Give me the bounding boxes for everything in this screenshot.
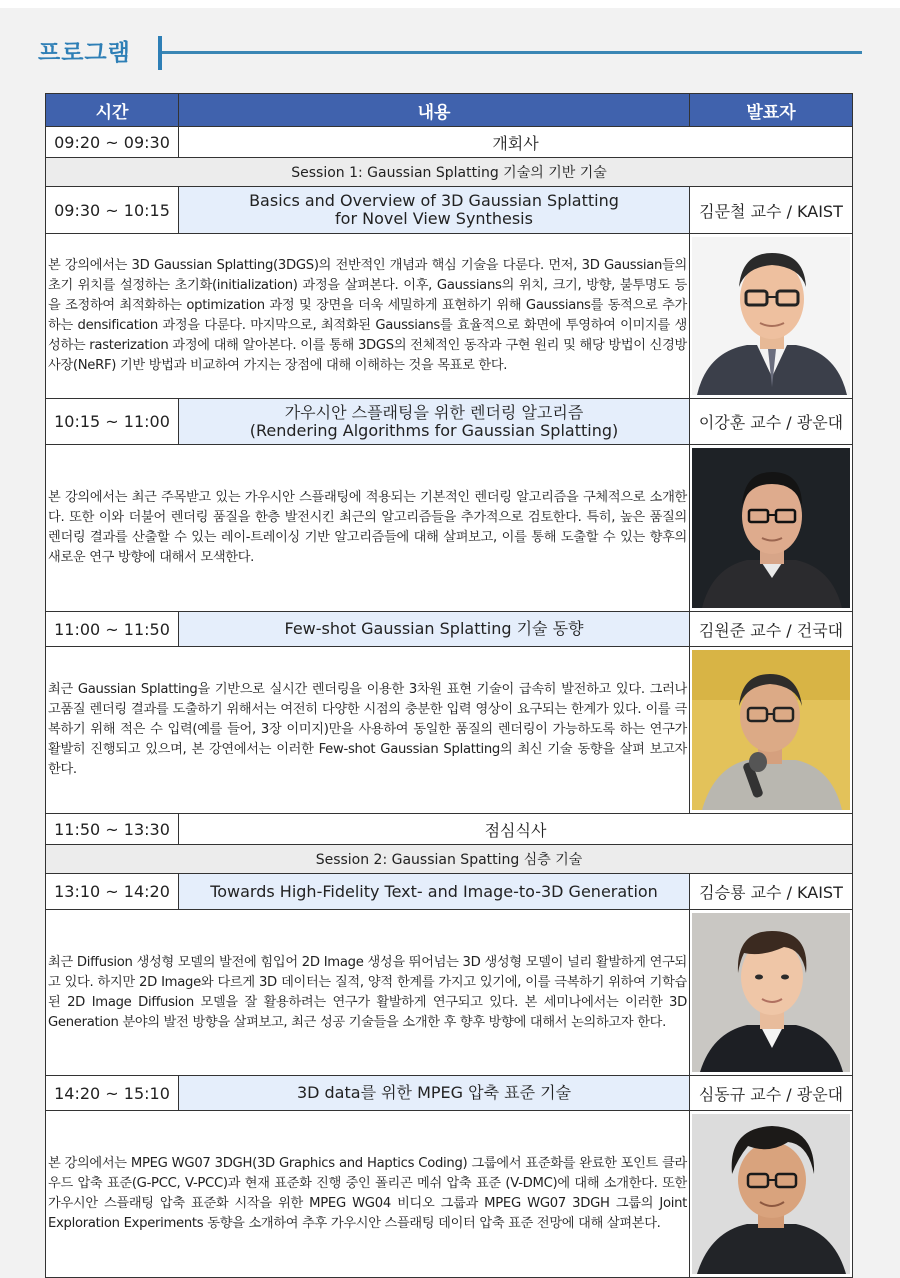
talk5-row bbox=[46, 1076, 853, 1111]
talk4-description: 최근 Diffusion 생성형 모델의 발전에 힘입어 2D Image 생성을 뛰어넘는 3D 생성형 모델이 널리 활발하게 연구되고 있다. 하지만 2D Image와 다르게 3D 데이터는 질적, 양적 한계를 가지고 있기에, 이를 극복하기 위하여 기학습된 2D Image Diffusion 모델을 잘 활용하려는 연구가 활발하게 연구되고 있다. 본 세미나에서는 이러한 3D Generation 분야의 발전 방향을 살펴보고, 최근 성공 기술들을 소개한 후 향후 방향에 대해서 논의하고자 한다. bbox=[46, 910, 690, 1076]
talk4-photo bbox=[690, 910, 853, 1076]
talk1-title-line1: Basics and Overview of 3D Gaussian Splatting bbox=[249, 191, 619, 210]
talk3-speaker: 김원준 교수 / 건국대 bbox=[690, 612, 853, 647]
talk4-speaker: 김승룡 교수 / KAIST bbox=[690, 874, 853, 910]
lunch-time: 11:50 ~ 13:30 bbox=[46, 814, 179, 845]
talk2-time: 10:15 ~ 11:00 bbox=[46, 399, 179, 445]
talk3-time: 11:00 ~ 11:50 bbox=[46, 612, 179, 647]
talk4-title: Towards High-Fidelity Text- and Image-to-3D Generation bbox=[179, 874, 690, 910]
talk1-photo bbox=[690, 234, 853, 399]
talk2-photo bbox=[690, 445, 853, 612]
talk5-detail-row bbox=[46, 1111, 853, 1278]
opening-row bbox=[46, 127, 853, 158]
speaker-photo-icon bbox=[692, 650, 850, 810]
talk3-title: Few-shot Gaussian Splatting 기술 동향 bbox=[179, 612, 690, 647]
talk2-title-line2: (Rendering Algorithms for Gaussian Splatting) bbox=[249, 420, 619, 440]
talk4-time: 13:10 ~ 14:20 bbox=[46, 874, 179, 910]
session1-row bbox=[46, 158, 853, 187]
talk3-photo bbox=[690, 647, 853, 814]
lunch-row bbox=[46, 814, 853, 845]
talk1-description: 본 강의에서는 3D Gaussian Splatting(3DGS)의 전반적인 개념과 핵심 기술을 다룬다. 먼저, 3D Gaussian들의 초기 위치를 설정하는 초기화(initialization) 과정을 살펴본다. 이후, Gaussians의 위치, 크기, 방향, 불투명도 등을 조정하여 최적화하는 optimization 과정 및 장면을 더욱 세밀하게 표현하기 위해 Gaussians를 동적으로 추가하는 densification 과정을 다룬다. 마지막으로, 최적화된 Gaussians를 효율적으로 화면에 투영하여 이미지를 생성하는 rasterization 과정에 대해 알아본다. 이를 통해 3DGS의 전체적인 동작과 구현 원리 및 해당 방법이 신경방사장(NeRF) 기반 방법과 비교하여 가지는 장점에 대해 이해하는 것을 목표로 한다. bbox=[46, 234, 690, 399]
top-band bbox=[0, 0, 900, 8]
talk2-row bbox=[46, 399, 853, 445]
speaker-photo-icon bbox=[692, 913, 850, 1072]
program-table bbox=[45, 93, 853, 1278]
session1-label: Session 1: Gaussian Splatting 기술의 기반 기술 bbox=[46, 158, 853, 187]
talk3-row bbox=[46, 612, 853, 647]
talk5-time: 14:20 ~ 15:10 bbox=[46, 1076, 179, 1111]
talk1-speaker: 김문철 교수 / KAIST bbox=[690, 187, 853, 234]
talk2-speaker: 이강훈 교수 / 광운대 bbox=[690, 399, 853, 445]
header-content: 내용 bbox=[179, 94, 690, 127]
session2-row bbox=[46, 845, 853, 874]
talk1-title-line2: for Novel View Synthesis bbox=[335, 209, 533, 228]
talk4-row bbox=[46, 874, 853, 910]
speaker-photo-icon bbox=[692, 448, 850, 608]
table-header-row bbox=[46, 94, 853, 127]
talk5-photo bbox=[690, 1111, 853, 1278]
lunch-title: 점심식사 bbox=[179, 814, 853, 845]
talk1-row bbox=[46, 187, 853, 234]
talk4-detail-row bbox=[46, 910, 853, 1076]
talk5-description: 본 강의에서는 MPEG WG07 3DGH(3D Graphics and Haptics Coding) 그룹에서 표준화를 완료한 포인트 클라우드 압축 표준(G-PCC, V-PCC)과 현재 표준화 진행 중인 폴리곤 메쉬 압축 표준 (V-DMC)에 대해 소개한다. 또한 가우시안 스플래팅 압축 표준화 시작을 위한 MPEG WG04 비디오 그룹과 MPEG WG07 3DGH 그룹의 Joint Exploration Experiments 동향을 소개하여 추후 가우시안 스플래팅 데이터 압축 표준 전망에 대해 살펴본다. bbox=[46, 1111, 690, 1278]
header-time: 시간 bbox=[46, 94, 179, 127]
talk2-title-line1: 가우시안 스플래팅을 위한 렌더링 알고리즘 bbox=[284, 402, 584, 422]
talk1-time: 09:30 ~ 10:15 bbox=[46, 187, 179, 234]
title-underline bbox=[162, 51, 862, 54]
talk3-detail-row bbox=[46, 647, 853, 814]
talk5-speaker: 심동규 교수 / 광운대 bbox=[690, 1076, 853, 1111]
talk2-description: 본 강의에서는 최근 주목받고 있는 가우시안 스플래팅에 적용되는 기본적인 렌더링 알고리즘을 구체적으로 소개한다. 또한 이와 더불어 렌더링 품질을 한층 발전시킨 최근의 알고리즘들을 추가적으로 검토한다. 특히, 높은 품질의 렌더링 결과를 산출할 수 있는 레이-트레이싱 기반 알고리즘들에 대해 살펴보고, 이를 통해 도출할 수 있는 향후의 새로운 연구 방향에 대해서 모색한다. bbox=[46, 445, 690, 612]
talk2-detail-row bbox=[46, 445, 853, 612]
page-title: 프로그램 bbox=[38, 40, 131, 66]
opening-title: 개회사 bbox=[179, 127, 853, 158]
session2-label: Session 2: Gaussian Spatting 심층 기술 bbox=[46, 845, 853, 874]
header-speaker: 발표자 bbox=[690, 94, 853, 127]
talk5-title: 3D data를 위한 MPEG 압축 표준 기술 bbox=[179, 1076, 690, 1111]
talk1-detail-row bbox=[46, 234, 853, 399]
talk2-title bbox=[179, 399, 690, 445]
opening-time: 09:20 ~ 09:30 bbox=[46, 127, 179, 158]
talk3-description: 최근 Gaussian Splatting을 기반으로 실시간 렌더링을 이용한 3차원 표현 기술이 급속히 발전하고 있다. 그러나 고품질 렌더링 결과를 도출하기 위해서는 여전히 다양한 시점의 충분한 입력 영상이 요구되는 한계가 있다. 이를 극복하기 위해 적은 수 입력(예를 들어, 3장 이미지)만을 사용하여 동일한 품질의 렌더링이 가능하도록 하는 연구가 활발히 진행되고 있으며, 본 강연에서는 이러한 Few-shot Gaussian Splatting의 최신 기술 동향을 살펴 보고자 한다. bbox=[46, 647, 690, 814]
speaker-photo-icon bbox=[692, 1114, 850, 1274]
speaker-photo-icon bbox=[692, 237, 850, 395]
talk1-title bbox=[179, 187, 690, 234]
